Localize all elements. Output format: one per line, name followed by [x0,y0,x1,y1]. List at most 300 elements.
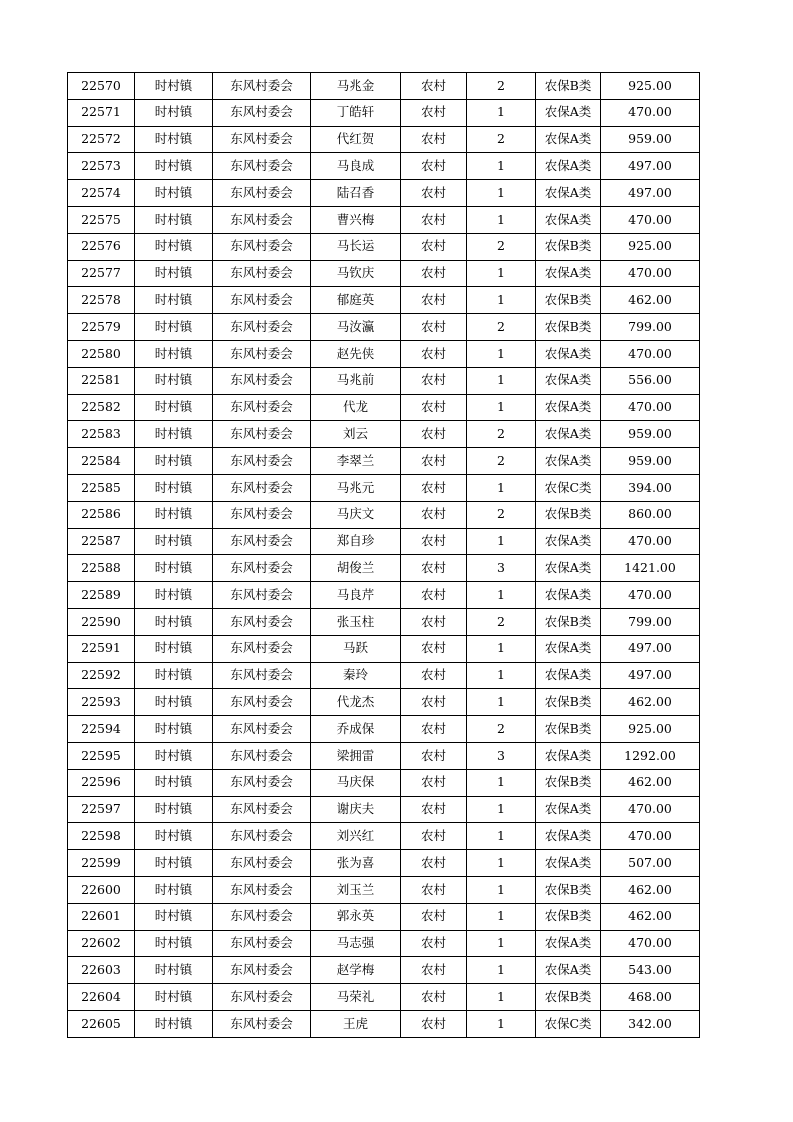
household-count-cell: 1 [467,850,536,877]
record-id-cell: 22584 [68,448,135,475]
village-committee-cell: 东风村委会 [213,126,311,153]
person-name-cell: 马钦庆 [311,260,401,287]
person-name-cell: 马兆元 [311,474,401,501]
amount-cell: 470.00 [601,823,700,850]
person-name-cell: 郑自珍 [311,528,401,555]
record-id-cell: 22572 [68,126,135,153]
table-row [68,1010,700,1037]
record-id-cell: 22599 [68,850,135,877]
amount-cell: 543.00 [601,957,700,984]
amount-cell: 799.00 [601,608,700,635]
insurance-category-cell: 农保A类 [536,742,601,769]
record-id-cell: 22585 [68,474,135,501]
town-cell: 时村镇 [135,769,213,796]
household-count-cell: 2 [467,421,536,448]
table-row [68,474,700,501]
area-type-cell: 农村 [401,287,467,314]
area-type-cell: 农村 [401,796,467,823]
table-row [68,984,700,1011]
village-committee-cell: 东风村委会 [213,796,311,823]
record-id-cell: 22582 [68,394,135,421]
person-name-cell: 谢庆夫 [311,796,401,823]
village-committee-cell: 东风村委会 [213,206,311,233]
town-cell: 时村镇 [135,474,213,501]
village-committee-cell: 东风村委会 [213,984,311,1011]
town-cell: 时村镇 [135,930,213,957]
record-id-cell: 22605 [68,1010,135,1037]
village-committee-cell: 东风村委会 [213,635,311,662]
person-name-cell: 赵学梅 [311,957,401,984]
record-id-cell: 22591 [68,635,135,662]
household-count-cell: 1 [467,367,536,394]
town-cell: 时村镇 [135,582,213,609]
area-type-cell: 农村 [401,876,467,903]
household-count-cell: 1 [467,1010,536,1037]
table-row [68,260,700,287]
household-count-cell: 3 [467,555,536,582]
person-name-cell: 马荣礼 [311,984,401,1011]
table-row [68,850,700,877]
amount-cell: 470.00 [601,99,700,126]
amount-cell: 470.00 [601,394,700,421]
amount-cell: 394.00 [601,474,700,501]
table-row [68,153,700,180]
village-committee-cell: 东风村委会 [213,394,311,421]
amount-cell: 468.00 [601,984,700,1011]
person-name-cell: 王虎 [311,1010,401,1037]
amount-cell: 342.00 [601,1010,700,1037]
village-committee-cell: 东风村委会 [213,662,311,689]
village-committee-cell: 东风村委会 [213,742,311,769]
table-row [68,662,700,689]
insurance-category-cell: 农保A类 [536,850,601,877]
household-count-cell: 1 [467,287,536,314]
area-type-cell: 农村 [401,448,467,475]
village-committee-cell: 东风村委会 [213,448,311,475]
record-id-cell: 22579 [68,314,135,341]
table-row [68,126,700,153]
area-type-cell: 农村 [401,984,467,1011]
person-name-cell: 赵先侠 [311,340,401,367]
table-row [68,73,700,100]
town-cell: 时村镇 [135,528,213,555]
insurance-category-cell: 农保A类 [536,662,601,689]
household-count-cell: 2 [467,314,536,341]
household-count-cell: 1 [467,876,536,903]
town-cell: 时村镇 [135,501,213,528]
insurance-category-cell: 农保A类 [536,930,601,957]
record-id-cell: 22586 [68,501,135,528]
village-committee-cell: 东风村委会 [213,582,311,609]
village-committee-cell: 东风村委会 [213,180,311,207]
person-name-cell: 代龙杰 [311,689,401,716]
person-name-cell: 马长运 [311,233,401,260]
town-cell: 时村镇 [135,421,213,448]
record-id-cell: 22597 [68,796,135,823]
insurance-category-cell: 农保A类 [536,582,601,609]
insurance-category-cell: 农保B类 [536,689,601,716]
person-name-cell: 刘玉兰 [311,876,401,903]
town-cell: 时村镇 [135,876,213,903]
table-row [68,314,700,341]
amount-cell: 925.00 [601,716,700,743]
insurance-category-cell: 农保A类 [536,796,601,823]
town-cell: 时村镇 [135,180,213,207]
record-id-cell: 22587 [68,528,135,555]
insurance-category-cell: 农保A类 [536,448,601,475]
record-id-cell: 22601 [68,903,135,930]
village-committee-cell: 东风村委会 [213,153,311,180]
area-type-cell: 农村 [401,474,467,501]
table-row [68,367,700,394]
amount-cell: 470.00 [601,796,700,823]
household-count-cell: 1 [467,796,536,823]
table-row [68,555,700,582]
area-type-cell: 农村 [401,555,467,582]
record-id-cell: 22589 [68,582,135,609]
village-committee-cell: 东风村委会 [213,340,311,367]
table-row [68,957,700,984]
person-name-cell: 代龙 [311,394,401,421]
village-committee-cell: 东风村委会 [213,555,311,582]
record-id-cell: 22576 [68,233,135,260]
record-id-cell: 22603 [68,957,135,984]
town-cell: 时村镇 [135,716,213,743]
town-cell: 时村镇 [135,1010,213,1037]
table-row [68,635,700,662]
area-type-cell: 农村 [401,1010,467,1037]
record-id-cell: 22595 [68,742,135,769]
person-name-cell: 马志强 [311,930,401,957]
area-type-cell: 农村 [401,180,467,207]
person-name-cell: 张为喜 [311,850,401,877]
area-type-cell: 农村 [401,314,467,341]
insurance-category-cell: 农保A类 [536,180,601,207]
person-name-cell: 陆召香 [311,180,401,207]
village-committee-cell: 东风村委会 [213,501,311,528]
village-committee-cell: 东风村委会 [213,689,311,716]
area-type-cell: 农村 [401,126,467,153]
person-name-cell: 梁拥雷 [311,742,401,769]
record-id-cell: 22590 [68,608,135,635]
household-count-cell: 1 [467,984,536,1011]
area-type-cell: 农村 [401,421,467,448]
household-count-cell: 1 [467,260,536,287]
record-id-cell: 22573 [68,153,135,180]
person-name-cell: 刘云 [311,421,401,448]
amount-cell: 959.00 [601,126,700,153]
table-row [68,930,700,957]
amount-cell: 497.00 [601,662,700,689]
table-row [68,448,700,475]
household-count-cell: 1 [467,689,536,716]
town-cell: 时村镇 [135,957,213,984]
insurance-category-cell: 农保A类 [536,126,601,153]
town-cell: 时村镇 [135,340,213,367]
person-name-cell: 代红贺 [311,126,401,153]
household-count-cell: 1 [467,206,536,233]
record-id-cell: 22592 [68,662,135,689]
area-type-cell: 农村 [401,850,467,877]
person-name-cell: 马跃 [311,635,401,662]
table-row [68,287,700,314]
table-row [68,716,700,743]
insurance-category-cell: 农保A类 [536,99,601,126]
town-cell: 时村镇 [135,126,213,153]
person-name-cell: 马良芹 [311,582,401,609]
village-committee-cell: 东风村委会 [213,474,311,501]
record-id-cell: 22575 [68,206,135,233]
person-name-cell: 刘兴红 [311,823,401,850]
table-row [68,394,700,421]
household-count-cell: 1 [467,99,536,126]
amount-cell: 470.00 [601,206,700,233]
town-cell: 时村镇 [135,260,213,287]
area-type-cell: 农村 [401,153,467,180]
table-row [68,903,700,930]
village-committee-cell: 东风村委会 [213,233,311,260]
area-type-cell: 农村 [401,99,467,126]
village-committee-cell: 东风村委会 [213,528,311,555]
person-name-cell: 郭永英 [311,903,401,930]
area-type-cell: 农村 [401,930,467,957]
amount-cell: 1292.00 [601,742,700,769]
person-name-cell: 马良成 [311,153,401,180]
town-cell: 时村镇 [135,367,213,394]
village-committee-cell: 东风村委会 [213,287,311,314]
household-count-cell: 1 [467,180,536,207]
area-type-cell: 农村 [401,501,467,528]
town-cell: 时村镇 [135,314,213,341]
area-type-cell: 农村 [401,662,467,689]
household-count-cell: 2 [467,233,536,260]
insurance-category-cell: 农保A类 [536,340,601,367]
town-cell: 时村镇 [135,635,213,662]
area-type-cell: 农村 [401,73,467,100]
insurance-category-cell: 农保A类 [536,528,601,555]
amount-cell: 470.00 [601,528,700,555]
table-row [68,742,700,769]
household-count-cell: 2 [467,73,536,100]
area-type-cell: 农村 [401,206,467,233]
table-row [68,769,700,796]
record-id-cell: 22588 [68,555,135,582]
area-type-cell: 农村 [401,957,467,984]
amount-cell: 497.00 [601,635,700,662]
amount-cell: 462.00 [601,287,700,314]
amount-cell: 462.00 [601,769,700,796]
record-id-cell: 22574 [68,180,135,207]
town-cell: 时村镇 [135,823,213,850]
village-committee-cell: 东风村委会 [213,930,311,957]
record-id-cell: 22604 [68,984,135,1011]
amount-cell: 470.00 [601,930,700,957]
town-cell: 时村镇 [135,555,213,582]
record-id-cell: 22578 [68,287,135,314]
person-name-cell: 秦玲 [311,662,401,689]
household-count-cell: 2 [467,448,536,475]
amount-cell: 556.00 [601,367,700,394]
insurance-category-cell: 农保B类 [536,876,601,903]
village-committee-cell: 东风村委会 [213,957,311,984]
household-count-cell: 1 [467,957,536,984]
village-committee-cell: 东风村委会 [213,876,311,903]
town-cell: 时村镇 [135,287,213,314]
household-count-cell: 1 [467,769,536,796]
town-cell: 时村镇 [135,73,213,100]
table-row [68,608,700,635]
amount-cell: 507.00 [601,850,700,877]
amount-cell: 497.00 [601,153,700,180]
town-cell: 时村镇 [135,233,213,260]
area-type-cell: 农村 [401,394,467,421]
area-type-cell: 农村 [401,716,467,743]
household-count-cell: 1 [467,635,536,662]
household-count-cell: 2 [467,501,536,528]
table-row [68,421,700,448]
amount-cell: 799.00 [601,314,700,341]
household-count-cell: 1 [467,528,536,555]
village-committee-cell: 东风村委会 [213,823,311,850]
amount-cell: 497.00 [601,180,700,207]
household-count-cell: 1 [467,662,536,689]
insurance-category-cell: 农保C类 [536,1010,601,1037]
household-count-cell: 1 [467,474,536,501]
town-cell: 时村镇 [135,662,213,689]
town-cell: 时村镇 [135,153,213,180]
person-name-cell: 郁庭英 [311,287,401,314]
town-cell: 时村镇 [135,742,213,769]
table-row [68,876,700,903]
table-row [68,823,700,850]
person-name-cell: 胡俊兰 [311,555,401,582]
table-row [68,582,700,609]
record-id-cell: 22602 [68,930,135,957]
insurance-category-cell: 农保A类 [536,555,601,582]
roster-body [68,73,700,1038]
village-committee-cell: 东风村委会 [213,716,311,743]
area-type-cell: 农村 [401,340,467,367]
insurance-category-cell: 农保C类 [536,474,601,501]
insurance-category-cell: 农保A类 [536,153,601,180]
household-count-cell: 1 [467,582,536,609]
record-id-cell: 22583 [68,421,135,448]
village-committee-cell: 东风村委会 [213,260,311,287]
town-cell: 时村镇 [135,984,213,1011]
area-type-cell: 农村 [401,823,467,850]
person-name-cell: 曹兴梅 [311,206,401,233]
amount-cell: 959.00 [601,448,700,475]
person-name-cell: 马汝瀛 [311,314,401,341]
insurance-category-cell: 农保B类 [536,73,601,100]
village-committee-cell: 东风村委会 [213,608,311,635]
record-id-cell: 22581 [68,367,135,394]
roster-table [67,72,700,1038]
household-count-cell: 1 [467,394,536,421]
area-type-cell: 农村 [401,528,467,555]
table-row [68,206,700,233]
town-cell: 时村镇 [135,796,213,823]
insurance-category-cell: 农保A类 [536,957,601,984]
village-committee-cell: 东风村委会 [213,73,311,100]
household-count-cell: 1 [467,930,536,957]
person-name-cell: 李翠兰 [311,448,401,475]
amount-cell: 462.00 [601,903,700,930]
town-cell: 时村镇 [135,394,213,421]
person-name-cell: 马庆保 [311,769,401,796]
amount-cell: 959.00 [601,421,700,448]
record-id-cell: 22580 [68,340,135,367]
person-name-cell: 马兆金 [311,73,401,100]
table-row [68,99,700,126]
insurance-category-cell: 农保B类 [536,716,601,743]
insurance-category-cell: 农保B类 [536,314,601,341]
insurance-category-cell: 农保A类 [536,260,601,287]
insurance-category-cell: 农保B类 [536,233,601,260]
area-type-cell: 农村 [401,260,467,287]
household-count-cell: 1 [467,823,536,850]
insurance-category-cell: 农保B类 [536,769,601,796]
insurance-category-cell: 农保A类 [536,394,601,421]
amount-cell: 925.00 [601,73,700,100]
person-name-cell: 马兆前 [311,367,401,394]
village-committee-cell: 东风村委会 [213,421,311,448]
town-cell: 时村镇 [135,903,213,930]
record-id-cell: 22571 [68,99,135,126]
amount-cell: 470.00 [601,582,700,609]
person-name-cell: 张玉柱 [311,608,401,635]
amount-cell: 462.00 [601,689,700,716]
area-type-cell: 农村 [401,233,467,260]
record-id-cell: 22598 [68,823,135,850]
household-count-cell: 2 [467,126,536,153]
insurance-category-cell: 农保A类 [536,823,601,850]
table-row [68,689,700,716]
area-type-cell: 农村 [401,689,467,716]
village-committee-cell: 东风村委会 [213,903,311,930]
household-count-cell: 1 [467,903,536,930]
record-id-cell: 22577 [68,260,135,287]
household-count-cell: 3 [467,742,536,769]
amount-cell: 462.00 [601,876,700,903]
insurance-category-cell: 农保A类 [536,635,601,662]
record-id-cell: 22594 [68,716,135,743]
record-id-cell: 22570 [68,73,135,100]
area-type-cell: 农村 [401,635,467,662]
insurance-category-cell: 农保B类 [536,501,601,528]
person-name-cell: 乔成保 [311,716,401,743]
town-cell: 时村镇 [135,99,213,126]
record-id-cell: 22593 [68,689,135,716]
village-committee-cell: 东风村委会 [213,850,311,877]
record-id-cell: 22596 [68,769,135,796]
household-count-cell: 2 [467,716,536,743]
insurance-category-cell: 农保A类 [536,206,601,233]
amount-cell: 470.00 [601,260,700,287]
insurance-category-cell: 农保B类 [536,984,601,1011]
table-row [68,233,700,260]
area-type-cell: 农村 [401,742,467,769]
table-row [68,180,700,207]
insurance-category-cell: 农保A类 [536,367,601,394]
town-cell: 时村镇 [135,608,213,635]
amount-cell: 860.00 [601,501,700,528]
area-type-cell: 农村 [401,903,467,930]
insurance-category-cell: 农保A类 [536,421,601,448]
area-type-cell: 农村 [401,769,467,796]
amount-cell: 470.00 [601,340,700,367]
town-cell: 时村镇 [135,689,213,716]
